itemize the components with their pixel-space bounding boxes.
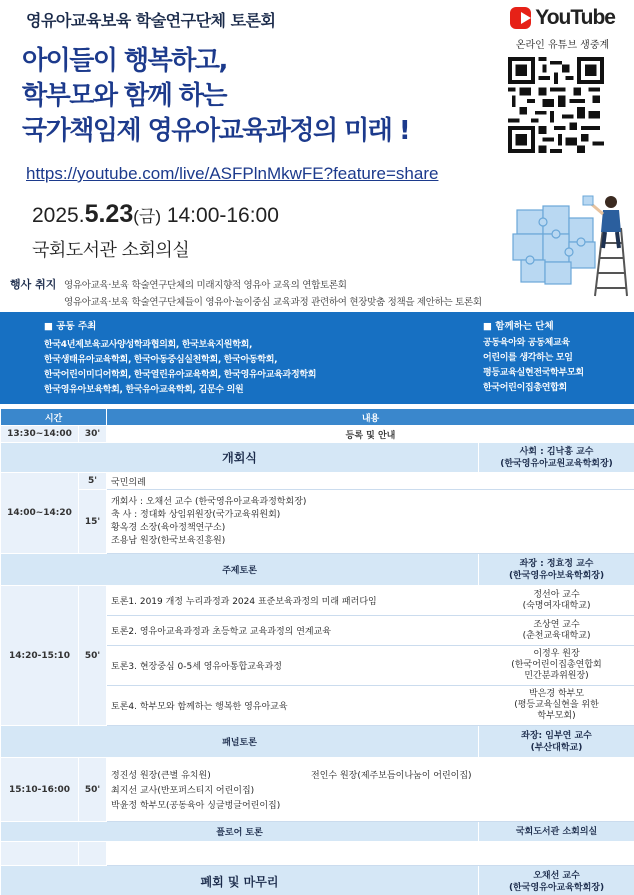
greeting-opening: 개회사 : 오채선 교수 (한국영유아교육과정학회장) <box>111 496 307 507</box>
topic-chair-name: 좌장 : 정효정 교수 <box>519 558 594 569</box>
greetings-list <box>107 490 634 554</box>
opening-greetings-row <box>1 490 634 554</box>
topic-4: 토론4. 학부모와 함께하는 행복한 영유아교육 <box>107 686 479 726</box>
purpose-line-1: 영유아교육·보육 학술연구단체의 미래지향적 영유아 교육의 연합토론회 <box>64 280 347 291</box>
registration-row <box>1 426 634 443</box>
closing-section-row <box>1 866 634 895</box>
closing-title: 폐회 및 마무리 <box>1 866 479 895</box>
topic-3: 토론3. 현장중심 0-5세 영유아통합교육과정 <box>107 646 479 686</box>
panel-time: 15:10-16:00 <box>1 758 79 822</box>
greeting-1: 축 사 : 정대화 상임위원장(국가교육위원회) <box>111 509 281 520</box>
topic-1-speaker <box>479 586 634 616</box>
opening-chair-affiliation: (한국영유아교원교육학회장) <box>500 458 613 469</box>
youtube-wordmark: YouTube <box>535 6 615 29</box>
table-header-row <box>1 409 634 426</box>
opening-title: 개회식 <box>1 443 479 473</box>
livestream-caption: 온라인 유튜브 생중계 <box>515 40 610 51</box>
date-year: 2025. <box>32 204 85 227</box>
headline-line-1: 아이들이 행복하고, <box>22 46 227 76</box>
partners-line-4: 한국어린이집총연합회 <box>483 383 567 393</box>
topic-3-speaker <box>479 646 634 686</box>
opening-time: 14:00~14:20 <box>1 473 79 554</box>
hosts-line-4: 한국영유아보육학회, 한국유아교육학회, 김문수 의원 <box>44 385 244 395</box>
greeting-3: 조용남 원장(한국보육진흥원) <box>111 535 226 546</box>
opening-section-row <box>1 443 634 473</box>
panel-title: 패널토론 <box>1 726 479 758</box>
opening-item-row <box>1 473 634 490</box>
floor-title: 플로어 토론 <box>1 822 479 842</box>
puzzle-illustration <box>495 188 631 300</box>
floor-minutes <box>79 842 107 866</box>
greeting-2: 황옥경 소장(육아정책연구소) <box>111 522 226 533</box>
speaker-affiliation: (한국어린이집총연합회 <box>511 660 602 670</box>
event-title: 영유아교육보육 학술연구단체 토론회 <box>26 11 276 30</box>
qr-code-icon[interactable] <box>508 57 604 153</box>
headline <box>22 44 409 149</box>
closing-chair-name: 오채선 교수 <box>533 870 580 881</box>
speaker-affiliation: (평등교육실현을 위한 <box>514 700 599 710</box>
panel-chair-affiliation: (부산대학교) <box>530 742 583 753</box>
registration-time: 13:30~14:00 <box>1 426 79 443</box>
panelist-1: 정진성 원장(큰별 유치원) <box>111 771 211 781</box>
floor-body <box>107 842 634 866</box>
topic-4-speaker <box>479 686 634 726</box>
event-datetime <box>32 200 279 229</box>
panel-chair-name: 좌장: 임부연 교수 <box>521 730 592 741</box>
youtube-live-link[interactable]: https://youtube.com/live/ASFPlnMkwFE?feature=share <box>26 164 439 183</box>
date-weekday: (금) <box>133 207 161 226</box>
youtube-block <box>510 6 615 51</box>
speaker-affiliation: (춘천교육대학교) <box>522 630 591 641</box>
partners-line-1: 공동육아와 공동체교육 <box>483 338 570 348</box>
floor-section-row <box>1 822 634 842</box>
floor-place: 국회도서관 소회의실 <box>479 822 634 842</box>
panel-minutes: 50' <box>79 758 107 822</box>
floor-time <box>1 842 79 866</box>
speaker-affiliation: (숙명여자대학교) <box>522 600 591 611</box>
hosts-heading: ■ 공동 주최 <box>44 321 97 332</box>
panel-chair <box>479 726 634 758</box>
headline-line-3: 국가책임제 영유아교육과정의 미래 ! <box>22 116 410 146</box>
date-month-day: 5.23 <box>84 200 134 228</box>
date-time: 14:00-16:00 <box>160 204 279 227</box>
youtube-play-icon <box>510 7 531 29</box>
speaker-name: 박은경 학부모 <box>529 689 585 699</box>
panel-members <box>107 758 634 822</box>
speaker-affiliation-2: 민간분과위원장) <box>524 671 589 681</box>
panelist-empty <box>311 783 511 796</box>
youtube-logo <box>510 6 615 30</box>
partners-line-2: 어린이를 생각하는 모임 <box>483 353 573 363</box>
speaker-name: 정선아 교수 <box>533 589 580 600</box>
speaker-name: 조상연 교수 <box>533 619 580 630</box>
panel-members-row <box>1 758 634 822</box>
speaker-affiliation-2: 학부모회) <box>537 711 576 721</box>
registration-minutes: 30' <box>79 426 107 443</box>
opening-minutes-2: 15' <box>79 490 107 554</box>
national-ceremony: 국민의례 <box>107 473 634 490</box>
column-time-header: 시간 <box>1 409 107 426</box>
closing-chair-affiliation: (한국영유아교육학회장) <box>508 882 605 893</box>
opening-chair <box>479 443 634 473</box>
topic-time: 14:20-15:10 <box>1 586 79 726</box>
topic-minutes: 50' <box>79 586 107 726</box>
panelist-2: 전인수 원장(제주보듬이나눔이 어린이집) <box>311 771 472 781</box>
purpose-line-2: 영유아교육·보육 학술연구단체들이 영유아·놀이중심 교육과정 관련하여 현장맞춤 정책을 제안하는 토론회 <box>64 297 482 308</box>
closing-chair <box>479 866 634 895</box>
panelist-4: 박윤정 학부모(공동육아 싱글벙글어린이집) <box>111 801 281 811</box>
headline-line-2: 학부모와 함께 하는 <box>22 81 227 111</box>
floor-spacer-row <box>1 842 634 866</box>
topic-section-row <box>1 554 634 586</box>
opening-minutes-1: 5' <box>79 473 107 490</box>
speaker-name: 이정우 원장 <box>533 649 580 659</box>
topic-chair-affiliation: (한국영유아보육학회장) <box>508 570 605 581</box>
hosts-line-3: 한국어린이미디어학회, 한국열린유아교육학회, 한국영유아교육과정학회 <box>44 370 317 380</box>
topic-item-row <box>1 586 634 616</box>
schedule-table <box>0 408 634 895</box>
topic-2: 토론2. 영유아교육과정과 초등학교 교육과정의 연계교육 <box>107 616 479 646</box>
opening-chair-name: 사회 : 김낙흥 교수 <box>519 446 594 457</box>
panel-section-row <box>1 726 634 758</box>
column-content-header: 내용 <box>107 409 634 426</box>
hosts-line-2: 한국생태유아교육학회, 한국아동중심실천학회, 한국아동학회, <box>44 355 278 365</box>
hosts-line-1: 한국4년제보육교사양성학과협의회, 한국보육지원학회, <box>44 340 253 350</box>
purpose-label: 행사 취지 <box>10 278 57 291</box>
topic-2-speaker <box>479 616 634 646</box>
partners-line-3: 평등교육실현전국학부모회 <box>483 368 584 378</box>
partners-heading: ■ 함께하는 단체 <box>483 321 554 332</box>
panelist-empty <box>311 798 511 811</box>
topic-chair <box>479 554 634 586</box>
organizers-band <box>0 312 634 404</box>
topic-1: 토론1. 2019 개정 누리과정과 2024 표준보육과정의 미래 패러다임 <box>107 586 479 616</box>
panelist-3: 최지선 교사(반포퍼스티지 어린이집) <box>111 786 255 796</box>
topic-title: 주제토론 <box>1 554 479 586</box>
venue: 국회도서관 소회의실 <box>32 240 190 261</box>
registration-text: 등록 및 안내 <box>107 426 634 443</box>
